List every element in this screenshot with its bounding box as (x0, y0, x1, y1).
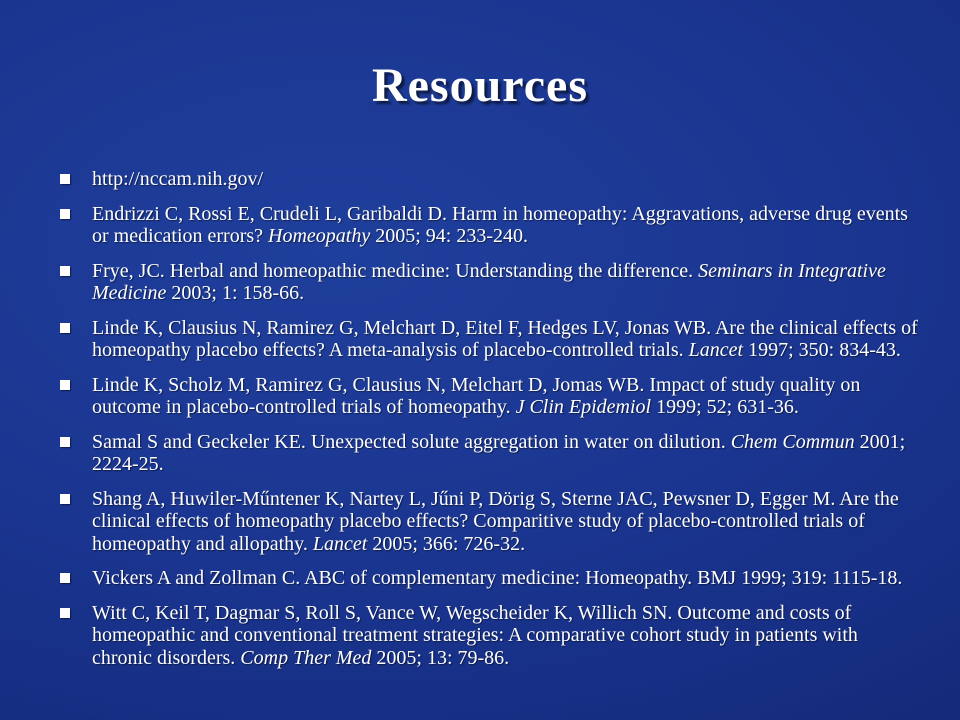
reference-text: Vickers A and Zollman C. ABC of complementary medicine: Homeopathy. BMJ 1999; 319: 1115-18. (92, 567, 903, 589)
reference-text: Shang A, Huwiler-Műntener K, Nartey L, Jűni P, Dörig S, Sterne JAC, Pewsner D, Egger M. Are the clinical effects of homeopathy placebo effects? Comparitive study of placebo-controlled trials of homeopathy and allopathy. (92, 487, 899, 555)
reference-text: Frye, JC. Herbal and homeopathic medicine: Understanding the difference. (92, 259, 699, 282)
reference-text: 2005; 13: 79-86. (371, 646, 510, 669)
reference-item (60, 168, 920, 191)
reference-item (60, 203, 920, 248)
reference-text: Witt C, Keil T, Dagmar S, Roll S, Vance W, Wegscheider K, Willich SN. Outcome and costs of homeopathic and conventional treatment strategies: A comparative cohort study in patients with chronic disorders. (92, 601, 858, 669)
reference-text[interactable]: http://nccam.nih.gov/ (92, 168, 264, 190)
slide-title: Resources (371, 59, 589, 112)
reference-item (60, 567, 920, 590)
square-bullet-icon (60, 494, 70, 504)
reference-item (60, 431, 920, 476)
square-bullet-icon (60, 608, 70, 618)
reference-journal: J Clin Epidemiol (515, 396, 652, 418)
reference-journal: Seminars in Integrative Medicine (92, 259, 886, 304)
reference-text: 1997; 350: 834-43. (743, 339, 901, 361)
reference-text: 2005; 94: 233-240. (370, 225, 529, 247)
reference-item (60, 317, 920, 362)
reference-text: Linde K, Clausius N, Ramirez G, Melchart D, Eitel F, Hedges LV, Jonas WB. Are the clinical effects of homeopathy placebo effects? A meta-analysis of placebo-controlled trials. (92, 316, 918, 361)
reference-text: Samal S and Geckeler KE. Unexpected solute aggregation in water on dilution. (92, 430, 731, 453)
reference-text: 1999; 52; 631-36. (651, 396, 799, 418)
reference-item (60, 374, 920, 419)
reference-item (60, 602, 920, 670)
reference-journal: Chem Commun (730, 430, 855, 453)
reference-text: Linde K, Scholz M, Ramirez G, Clausius N, Melchart D, Jomas WB. Impact of study quality on outcome in placebo-controlled trials of homeopathy. (92, 373, 861, 418)
reference-journal: Lancet (312, 532, 368, 555)
square-bullet-icon (60, 323, 70, 333)
reference-journal: Lancet (688, 339, 744, 361)
square-bullet-icon (60, 209, 70, 219)
reference-text: 2005; 366: 726-32. (367, 532, 526, 555)
reference-journal: Comp Ther Med (240, 646, 372, 669)
reference-item (60, 488, 920, 556)
square-bullet-icon (60, 573, 70, 583)
square-bullet-icon (60, 437, 70, 447)
square-bullet-icon (60, 266, 70, 276)
reference-text: 2001; 2224-25. (92, 430, 906, 475)
reference-text: 2003; 1: 158-66. (166, 282, 305, 304)
reference-list (60, 168, 920, 681)
reference-item (60, 260, 920, 305)
reference-journal: Homeopathy (268, 225, 371, 247)
reference-text: Endrizzi C, Rossi E, Crudeli L, Garibaldi D. Harm in homeopathy: Aggravations, adverse drug events or medication errors? (92, 202, 908, 247)
square-bullet-icon (60, 174, 70, 184)
square-bullet-icon (60, 380, 70, 390)
